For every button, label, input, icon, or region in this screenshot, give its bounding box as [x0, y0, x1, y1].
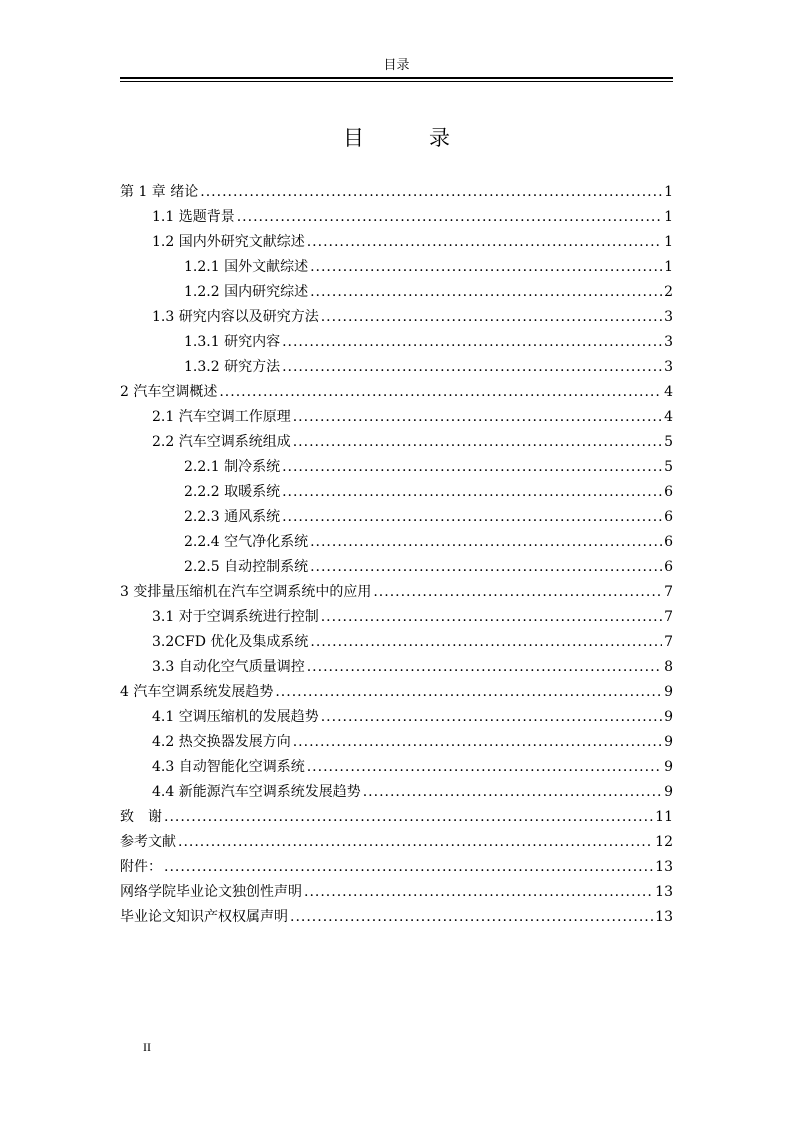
toc-entry-text: 4 汽车空调系统发展趋势	[120, 684, 274, 700]
toc-entry[interactable]	[120, 730, 673, 755]
toc-dot-leader	[310, 280, 662, 305]
toc-entry[interactable]	[120, 305, 673, 330]
toc-entry[interactable]	[120, 655, 673, 680]
toc-entry-text: 1.1 选题背景	[152, 209, 235, 225]
toc-entry-text: 2 汽车空调概述	[120, 384, 218, 400]
toc-dot-leader	[307, 230, 662, 255]
toc-entry[interactable]	[120, 430, 673, 455]
header-rule	[120, 77, 673, 79]
toc-entry-page: 1	[664, 184, 673, 200]
toc-entry-page: 1	[664, 234, 673, 250]
toc-entry-text: 1.3 研究内容以及研究方法	[152, 309, 319, 325]
toc-dot-leader	[219, 380, 662, 405]
toc-entry-page: 4	[664, 409, 673, 425]
toc-entry[interactable]	[120, 855, 673, 880]
toc-entry-page: 9	[664, 684, 673, 700]
toc-entry[interactable]	[120, 480, 673, 505]
toc-entry-text: 毕业论文知识产权权属声明	[120, 909, 288, 925]
toc-entry[interactable]	[120, 780, 673, 805]
toc-dot-leader	[321, 705, 662, 730]
toc-entry[interactable]	[120, 205, 673, 230]
toc-entry[interactable]	[120, 805, 673, 830]
toc-entry-page: 3	[664, 359, 673, 375]
toc-dot-leader	[321, 305, 662, 330]
toc-entry[interactable]	[120, 355, 673, 380]
toc-list	[120, 180, 673, 930]
toc-entry-page: 13	[655, 909, 673, 925]
toc-entry[interactable]	[120, 505, 673, 530]
toc-dot-leader	[307, 755, 662, 780]
toc-dot-leader	[293, 730, 662, 755]
toc-dot-leader	[282, 355, 662, 380]
running-header-title: 目录	[383, 58, 410, 73]
toc-entry-text: 参考文献	[120, 834, 176, 850]
toc-entry-page: 6	[664, 559, 673, 575]
page-number: II	[143, 1040, 151, 1054]
toc-entry-page: 3	[664, 334, 673, 350]
toc-dot-leader	[275, 680, 662, 705]
toc-entry-text: 1.3.2 研究方法	[184, 359, 281, 375]
toc-entry-page: 4	[664, 384, 673, 400]
toc-entry-text: 1.2.2 国内研究综述	[184, 284, 309, 300]
toc-entry-page: 7	[664, 584, 673, 600]
toc-entry[interactable]	[120, 555, 673, 580]
toc-dot-leader	[178, 830, 653, 855]
toc-entry[interactable]	[120, 605, 673, 630]
toc-entry-page: 12	[655, 834, 673, 850]
toc-entry-text: 3.1 对于空调系统进行控制	[152, 609, 319, 625]
toc-entry-text: 3.3 自动化空气质量调控	[152, 659, 305, 675]
toc-entry-text: 附件：	[120, 859, 162, 875]
toc-entry-text: 1.2.1 国外文献综述	[184, 259, 309, 275]
toc-entry[interactable]	[120, 280, 673, 305]
toc-dot-leader	[290, 905, 653, 930]
toc-entry[interactable]	[120, 330, 673, 355]
toc-entry-page: 13	[655, 859, 673, 875]
toc-entry[interactable]	[120, 680, 673, 705]
toc-entry[interactable]	[120, 455, 673, 480]
toc-entry-page: 6	[664, 534, 673, 550]
toc-entry-page: 7	[664, 609, 673, 625]
toc-dot-leader	[282, 330, 662, 355]
toc-entry-page: 3	[664, 309, 673, 325]
toc-entry[interactable]	[120, 905, 673, 930]
toc-entry-text: 4.2 热交换器发展方向	[152, 734, 291, 750]
toc-dot-leader	[164, 855, 653, 880]
toc-entry[interactable]	[120, 530, 673, 555]
toc-dot-leader	[321, 605, 662, 630]
toc-dot-leader	[293, 405, 662, 430]
toc-entry-page: 11	[655, 809, 673, 825]
toc-dot-leader	[373, 580, 662, 605]
toc-entry-page: 5	[664, 434, 673, 450]
toc-entry[interactable]	[120, 380, 673, 405]
toc-dot-leader	[304, 880, 653, 905]
toc-entry-text: 2.2.4 空气净化系统	[184, 534, 309, 550]
toc-entry-text: 4.4 新能源汽车空调系统发展趋势	[152, 784, 361, 800]
toc-entry-page: 9	[664, 734, 673, 750]
toc-entry[interactable]	[120, 830, 673, 855]
toc-entry-page: 9	[664, 759, 673, 775]
toc-dot-leader	[310, 630, 662, 655]
toc-dot-leader	[164, 805, 653, 830]
toc-entry-text: 致 谢	[120, 809, 162, 825]
toc-entry[interactable]	[120, 180, 673, 205]
toc-dot-leader	[282, 505, 662, 530]
toc-entry-page: 7	[664, 634, 673, 650]
toc-entry-page: 1	[664, 209, 673, 225]
toc-entry-page: 8	[664, 659, 673, 675]
toc-entry[interactable]	[120, 405, 673, 430]
toc-title: 目 录	[343, 126, 472, 150]
toc-entry[interactable]	[120, 255, 673, 280]
toc-dot-leader	[200, 180, 662, 205]
toc-dot-leader	[310, 530, 662, 555]
toc-entry[interactable]	[120, 580, 673, 605]
toc-entry-text: 2.2.5 自动控制系统	[184, 559, 309, 575]
toc-entry[interactable]	[120, 630, 673, 655]
toc-entry[interactable]	[120, 880, 673, 905]
toc-dot-leader	[307, 655, 662, 680]
toc-entry-text: 2.2.3 通风系统	[184, 509, 281, 525]
toc-entry-text: 3.2CFD 优化及集成系统	[152, 634, 309, 650]
toc-entry[interactable]	[120, 230, 673, 255]
toc-entry[interactable]	[120, 755, 673, 780]
toc-entry-page: 6	[664, 484, 673, 500]
toc-entry-text: 4.1 空调压缩机的发展趋势	[152, 709, 319, 725]
toc-dot-leader	[310, 555, 662, 580]
toc-entry-text: 第 1 章 绪论	[120, 184, 199, 200]
toc-dot-leader	[282, 480, 662, 505]
toc-entry-page: 9	[664, 784, 673, 800]
toc-entry-text: 2.1 汽车空调工作原理	[152, 409, 291, 425]
toc-dot-leader	[237, 205, 662, 230]
toc-entry-text: 3 变排量压缩机在汽车空调系统中的应用	[120, 584, 372, 600]
toc-entry-page: 5	[664, 459, 673, 475]
toc-entry-page: 6	[664, 509, 673, 525]
toc-entry-text: 4.3 自动智能化空调系统	[152, 759, 305, 775]
toc-entry-page: 1	[664, 259, 673, 275]
toc-entry-page: 2	[664, 284, 673, 300]
header-rule-secondary	[120, 81, 673, 82]
toc-entry-text: 网络学院毕业论文独创性声明	[120, 884, 302, 900]
toc-entry-text: 1.2 国内外研究文献综述	[152, 234, 305, 250]
toc-entry-text: 2.2.1 制冷系统	[184, 459, 281, 475]
toc-dot-leader	[363, 780, 662, 805]
toc-entry-page: 13	[655, 884, 673, 900]
toc-entry-text: 2.2 汽车空调系统组成	[152, 434, 291, 450]
toc-dot-leader	[310, 255, 662, 280]
toc-entry-page: 9	[664, 709, 673, 725]
toc-entry[interactable]	[120, 705, 673, 730]
toc-entry-text: 2.2.2 取暖系统	[184, 484, 281, 500]
toc-dot-leader	[293, 430, 662, 455]
toc-dot-leader	[282, 455, 662, 480]
toc-entry-text: 1.3.1 研究内容	[184, 334, 281, 350]
